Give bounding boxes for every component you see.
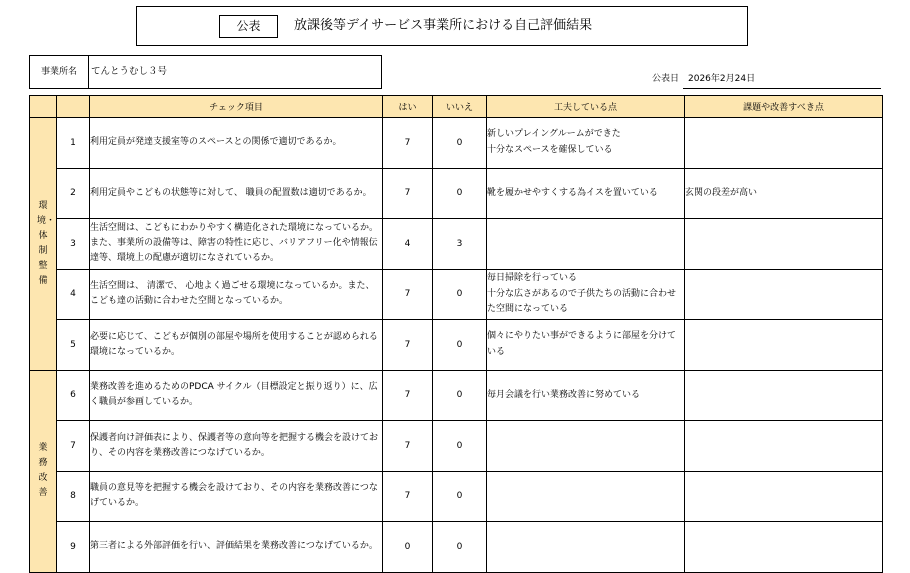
no-count: 0 [433, 320, 487, 371]
issues-note [685, 522, 883, 573]
check-item: 業務改善を進めるためのPDCA サイクル（目標設定と振り返り）に、広く職員が参画しているか。 [90, 370, 383, 421]
yes-count: 7 [383, 370, 433, 421]
table-row [30, 421, 883, 472]
issues-note [685, 471, 883, 522]
efforts-note: 個々にやりたい事ができるように部屋を分けている [487, 320, 685, 371]
efforts-note [487, 522, 685, 573]
office-name: てんとうむし３号 [91, 66, 168, 77]
no-count: 0 [433, 522, 487, 573]
office-label: 事業所名 [30, 56, 89, 88]
evaluation-table [29, 95, 883, 573]
issues-note: 玄関の段差が高い [685, 168, 883, 219]
header-check: チェック項目 [90, 96, 383, 118]
row-number: 5 [57, 320, 90, 371]
check-item: 保護者向け評価表により、保護者等の意向等を把握する機会を設けており、その内容を業務改善につなげているか。 [90, 421, 383, 472]
efforts-note: 靴を履かせやすくする為イスを置いている [487, 168, 685, 219]
yes-count: 7 [383, 269, 433, 320]
publication-underline [683, 88, 881, 89]
header-number [57, 96, 90, 118]
page-title: 放課後等デイサービス事業所における自己評価結果 [294, 18, 593, 33]
header-no: いいえ [433, 96, 487, 118]
efforts-note [487, 219, 685, 270]
category-cell [30, 118, 57, 371]
check-item: 第三者による外部評価を行い、評価結果を業務改善につなげているか。 [90, 522, 383, 573]
no-count: 0 [433, 269, 487, 320]
row-number: 9 [57, 522, 90, 573]
efforts-note: 毎月会議を行い業務改善に努めている [487, 370, 685, 421]
row-number: 8 [57, 471, 90, 522]
header-yes: はい [383, 96, 433, 118]
header-efforts: 工夫している点 [487, 96, 685, 118]
efforts-note: 毎日掃除を行っている 十分な広さがあるので子供たちの活動に合わせた空間になっている [487, 269, 685, 320]
row-number: 2 [57, 168, 90, 219]
check-item: 生活空間は、こどもにわかりやすく構造化された環境になっているか。また、事業所の設備等は、障害の特性に応じ、バリアフリー化や情報伝達等、環境上の配慮が適切になされているか。 [90, 219, 383, 270]
yes-count: 7 [383, 168, 433, 219]
efforts-note [487, 421, 685, 472]
table-row [30, 471, 883, 522]
issues-note [685, 320, 883, 371]
no-count: 0 [433, 471, 487, 522]
no-count: 0 [433, 370, 487, 421]
table-row [30, 320, 883, 371]
issues-note [685, 269, 883, 320]
row-number: 7 [57, 421, 90, 472]
issues-note [685, 219, 883, 270]
table-row [30, 219, 883, 270]
no-count: 0 [433, 168, 487, 219]
check-item: 必要に応じて、こどもが個別の部屋や場所を使用することが認められる環境になっているか。 [90, 320, 383, 371]
table-header-row [30, 96, 883, 118]
publication-date: 2026年2月24日 [688, 74, 756, 84]
row-number: 6 [57, 370, 90, 421]
publication-label: 公表日 [652, 74, 680, 84]
check-item: 生活空間は、 清潔で、 心地よく過ごせる環境になっているか。また、こども達の活動に合わせた空間となっているか。 [90, 269, 383, 320]
row-number: 1 [57, 118, 90, 169]
efforts-note: 新しいプレイングルームができた 十分なスペースを確保している [487, 118, 685, 169]
check-item: 利用定員やこどもの状態等に対して、 職員の配置数は適切であるか。 [90, 168, 383, 219]
yes-count: 7 [383, 118, 433, 169]
public-badge: 公表 [219, 15, 278, 38]
efforts-note [487, 471, 685, 522]
table-row [30, 522, 883, 573]
yes-count: 7 [383, 471, 433, 522]
check-item: 利用定員が発達支援室等のスペースとの関係で適切であるか。 [90, 118, 383, 169]
yes-count: 4 [383, 219, 433, 270]
table-row [30, 118, 883, 169]
table-row [30, 370, 883, 421]
no-count: 0 [433, 118, 487, 169]
category-label: 業務改善 [38, 443, 48, 498]
category-cell [30, 370, 57, 572]
no-count: 0 [433, 421, 487, 472]
office-box [29, 55, 382, 89]
yes-count: 0 [383, 522, 433, 573]
header-category [30, 96, 57, 118]
yes-count: 7 [383, 320, 433, 371]
no-count: 3 [433, 219, 487, 270]
header-issues: 課題や改善すべき点 [685, 96, 883, 118]
category-label: 環境・体制整備 [37, 200, 56, 286]
title-box [136, 6, 748, 46]
row-number: 4 [57, 269, 90, 320]
row-number: 3 [57, 219, 90, 270]
issues-note [685, 118, 883, 169]
table-row [30, 168, 883, 219]
issues-note [685, 421, 883, 472]
yes-count: 7 [383, 421, 433, 472]
check-item: 職員の意見等を把握する機会を設けており、その内容を業務改善につなげているか。 [90, 471, 383, 522]
issues-note [685, 370, 883, 421]
table-row [30, 269, 883, 320]
